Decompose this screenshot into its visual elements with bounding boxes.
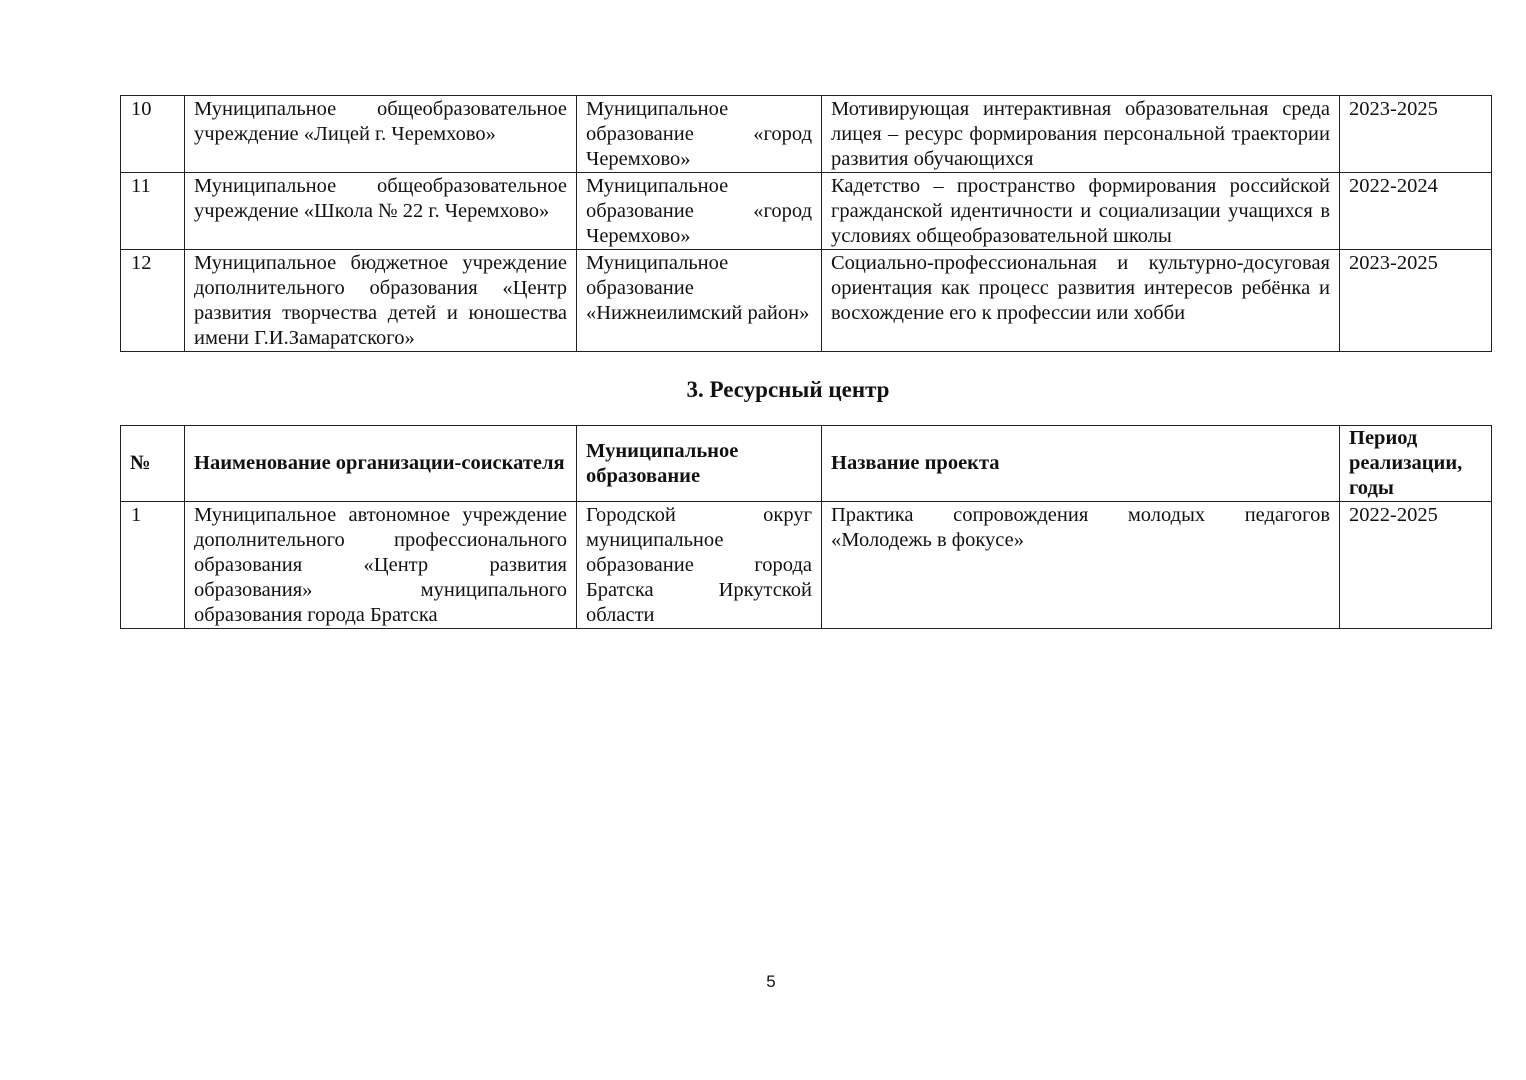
row-number: 1 — [121, 502, 185, 629]
header-municipality: Муниципальное образование — [577, 426, 822, 502]
municipality: Муниципальное образование «город Черемхово» — [577, 173, 822, 250]
table-header-row — [121, 426, 1492, 502]
header-number: № — [121, 426, 185, 502]
municipality: Муниципальное образование «город Черемхово» — [577, 96, 822, 173]
project-name: Кадетство – пространство формирования российской гражданской идентичности и социализации учащихся в условиях общеобразовательной школы — [822, 173, 1340, 250]
implementation-period: 2022-2024 — [1340, 173, 1492, 250]
resource-center-table — [120, 425, 1492, 629]
row-number: 10 — [121, 96, 185, 173]
section-title: 3. Ресурсный центр — [686, 377, 890, 402]
header-period: Период реализации, годы — [1340, 426, 1492, 502]
organization-name: Муниципальное автономное учреждение дополнительного профессионального образования «Центр развития образования» муниципального образования города Братска — [185, 502, 577, 629]
municipality: Муниципальное образование «Нижнеилимский район» — [577, 250, 822, 352]
municipality: Городской округ муниципальное образование города Братска Иркутской области — [577, 502, 822, 629]
header-organization: Наименование организации-соискателя — [185, 426, 577, 502]
table-row — [121, 96, 1492, 173]
implementation-period: 2023-2025 — [1340, 250, 1492, 352]
organization-name: Муниципальное бюджетное учреждение дополнительного образования «Центр развития творчества детей и юношества имени Г.И.Замаратского» — [185, 250, 577, 352]
project-name: Мотивирующая интерактивная образовательная среда лицея – ресурс формирования персональной траектории развития обучающихся — [822, 96, 1340, 173]
row-number: 11 — [121, 173, 185, 250]
project-name: Социально-профессиональная и культурно-досуговая ориентация как процесс развития интересов ребёнка и восхождение его к профессии или хобби — [822, 250, 1340, 352]
table-row — [121, 173, 1492, 250]
implementation-period: 2022-2025 — [1340, 502, 1492, 629]
organization-name: Муниципальное общеобразовательное учреждение «Школа № 22 г. Черемхово» — [185, 173, 577, 250]
organization-name: Муниципальное общеобразовательное учреждение «Лицей г. Черемхово» — [185, 96, 577, 173]
implementation-period: 2023-2025 — [1340, 96, 1492, 173]
row-number: 12 — [121, 250, 185, 352]
header-project: Название проекта — [822, 426, 1340, 502]
project-name: Практика сопровождения молодых педагогов «Молодежь в фокусе» — [822, 502, 1340, 629]
table-row — [121, 250, 1492, 352]
table-row — [121, 502, 1492, 629]
page-number: 5 — [766, 972, 776, 991]
projects-table-continued — [120, 95, 1492, 352]
